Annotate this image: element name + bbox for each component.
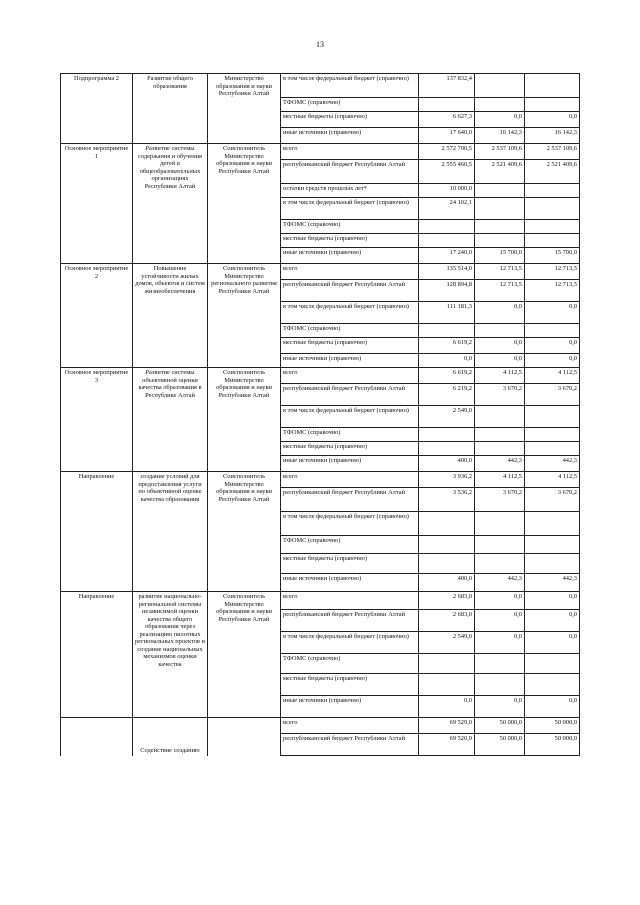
value-cell: 12 713,5 bbox=[475, 264, 525, 280]
value-cell: 0,0 bbox=[419, 354, 475, 368]
source-label: в том числе федеральный бюджет (справочно) bbox=[281, 512, 419, 536]
value-cell bbox=[475, 234, 525, 248]
value-cell: 0,0 bbox=[525, 338, 580, 354]
value-cell bbox=[419, 442, 475, 456]
value-cell: 400,0 bbox=[419, 574, 475, 592]
source-label: остатки средств прошлых лет* bbox=[281, 184, 419, 198]
source-label: республиканский бюджет Республики Алтай bbox=[281, 384, 419, 406]
value-cell: 128 894,8 bbox=[419, 280, 475, 302]
value-cell: 50 000,0 bbox=[475, 718, 525, 734]
value-cell: 6 619,2 bbox=[419, 368, 475, 384]
source-label: всего bbox=[281, 718, 419, 734]
executor-cell bbox=[208, 718, 281, 756]
source-label: республиканский бюджет Республики Алтай bbox=[281, 280, 419, 302]
value-cell bbox=[525, 442, 580, 456]
value-cell: 0,0 bbox=[525, 112, 580, 128]
value-cell bbox=[419, 234, 475, 248]
activity-name-cell: развитие национально-региональной системы независимой оценки качества общего образования через реализацию пилотных региональных проектов и создание национальных механизмов оценки качества bbox=[133, 592, 208, 718]
source-label: местные бюджеты (справочно) bbox=[281, 112, 419, 128]
value-cell: 16 142,3 bbox=[475, 128, 525, 144]
table-row bbox=[61, 264, 580, 280]
activity-name-cell: Развитие системы содержания и обучения детей в общеобразовательных организациях Республики Алтай bbox=[133, 144, 208, 264]
value-cell: 24 102,1 bbox=[419, 198, 475, 220]
value-cell: 2 537 109,6 bbox=[475, 144, 525, 160]
value-cell: 69 529,0 bbox=[419, 718, 475, 734]
value-cell bbox=[475, 74, 525, 98]
table-row bbox=[61, 718, 580, 734]
program-cell: Подпрограмма 2 bbox=[61, 74, 133, 144]
value-cell: 0,0 bbox=[475, 610, 525, 632]
value-cell: 15 700,0 bbox=[525, 248, 580, 264]
value-cell: 6 619,2 bbox=[419, 338, 475, 354]
value-cell bbox=[525, 220, 580, 234]
value-cell: 2 521 409,6 bbox=[525, 160, 580, 184]
value-cell: 0,0 bbox=[475, 302, 525, 324]
value-cell: 442,3 bbox=[475, 456, 525, 472]
value-cell: 12 713,5 bbox=[475, 280, 525, 302]
value-cell: 0,0 bbox=[419, 696, 475, 718]
value-cell bbox=[525, 554, 580, 574]
value-cell: 137 832,4 bbox=[419, 74, 475, 98]
value-cell: 0,0 bbox=[475, 632, 525, 654]
source-label: иные источники (справочно) bbox=[281, 354, 419, 368]
program-cell: Направление bbox=[61, 472, 133, 592]
source-label: иные источники (справочно) bbox=[281, 456, 419, 472]
executor-cell: Соисполнитель Министерство образования и науки Республики Алтай bbox=[208, 144, 281, 264]
value-cell bbox=[525, 324, 580, 338]
value-cell: 16 142,3 bbox=[525, 128, 580, 144]
executor-cell: Министерство образования и науки Республики Алтай bbox=[208, 74, 281, 144]
value-cell bbox=[475, 98, 525, 112]
source-label: иные источники (справочно) bbox=[281, 696, 419, 718]
source-label: всего bbox=[281, 368, 419, 384]
value-cell: 0,0 bbox=[525, 632, 580, 654]
value-cell: 3 536,2 bbox=[419, 488, 475, 512]
source-label: ТФОМС (справочно) bbox=[281, 324, 419, 338]
source-label: иные источники (справочно) bbox=[281, 248, 419, 264]
source-label: в том числе федеральный бюджет (справочно) bbox=[281, 406, 419, 428]
value-cell bbox=[525, 234, 580, 248]
value-cell: 135 514,0 bbox=[419, 264, 475, 280]
value-cell bbox=[475, 442, 525, 456]
value-cell: 10 000,0 bbox=[419, 184, 475, 198]
value-cell bbox=[419, 324, 475, 338]
activity-name-cell: Развитие системы объективной оценки качества образования в Республике Алтай bbox=[133, 368, 208, 472]
value-cell: 4 112,5 bbox=[475, 472, 525, 488]
value-cell bbox=[475, 554, 525, 574]
source-label: всего bbox=[281, 144, 419, 160]
value-cell: 3 670,2 bbox=[475, 488, 525, 512]
program-cell: Основное мероприятие 1 bbox=[61, 144, 133, 264]
value-cell: 3 670,2 bbox=[525, 384, 580, 406]
source-label: в том числе федеральный бюджет (справочно) bbox=[281, 198, 419, 220]
program-cell: Основное мероприятие 2 bbox=[61, 264, 133, 368]
page-number: 13 bbox=[316, 40, 324, 49]
value-cell: 6 627,3 bbox=[419, 112, 475, 128]
table-row bbox=[61, 74, 580, 98]
value-cell bbox=[475, 654, 525, 674]
value-cell bbox=[419, 554, 475, 574]
source-label: местные бюджеты (справочно) bbox=[281, 554, 419, 574]
source-label: республиканский бюджет Республики Алтай bbox=[281, 610, 419, 632]
program-cell: Направление bbox=[61, 592, 133, 718]
value-cell bbox=[419, 536, 475, 554]
source-label: республиканский бюджет Республики Алтай bbox=[281, 160, 419, 184]
source-label: всего bbox=[281, 264, 419, 280]
value-cell bbox=[475, 674, 525, 696]
value-cell bbox=[419, 674, 475, 696]
value-cell: 2 549,0 bbox=[419, 406, 475, 428]
executor-cell: Соисполнитель Министерство образования и науки Республики Алтай bbox=[208, 592, 281, 718]
source-label: в том числе федеральный бюджет (справочно) bbox=[281, 302, 419, 324]
activity-name-cell: Содействие созданию bbox=[133, 718, 208, 756]
value-cell: 0,0 bbox=[475, 354, 525, 368]
value-cell bbox=[475, 406, 525, 428]
table-row bbox=[61, 472, 580, 488]
executor-cell: Соисполнитель Министерство регионального развития Республики Алтай bbox=[208, 264, 281, 368]
source-label: ТФОМС (справочно) bbox=[281, 536, 419, 554]
value-cell: 17 240,0 bbox=[419, 248, 475, 264]
value-cell bbox=[525, 428, 580, 442]
value-cell: 4 112,5 bbox=[525, 472, 580, 488]
value-cell: 4 112,5 bbox=[525, 368, 580, 384]
value-cell: 0,0 bbox=[525, 610, 580, 632]
value-cell: 2 683,0 bbox=[419, 610, 475, 632]
value-cell: 442,3 bbox=[525, 456, 580, 472]
value-cell: 3 670,2 bbox=[475, 384, 525, 406]
value-cell: 0,0 bbox=[475, 696, 525, 718]
value-cell bbox=[475, 428, 525, 442]
table-row bbox=[61, 592, 580, 610]
value-cell bbox=[419, 220, 475, 234]
value-cell: 6 219,2 bbox=[419, 384, 475, 406]
source-label: в том числе федеральный бюджет (справочно) bbox=[281, 632, 419, 654]
value-cell bbox=[525, 654, 580, 674]
value-cell: 3 936,2 bbox=[419, 472, 475, 488]
activity-name-cell: создание условий для предоставления услуги по объективной оценке качества образования bbox=[133, 472, 208, 592]
value-cell: 12 713,5 bbox=[525, 280, 580, 302]
activity-name-cell: Развитие общего образования bbox=[133, 74, 208, 144]
activity-name-cell: Повышение устойчивости жилых домов, объектов и систем жизнеобеспечения bbox=[133, 264, 208, 368]
value-cell bbox=[475, 184, 525, 198]
value-cell bbox=[475, 512, 525, 536]
source-label: местные бюджеты (справочно) bbox=[281, 338, 419, 354]
source-label: всего bbox=[281, 472, 419, 488]
table-row bbox=[61, 368, 580, 384]
value-cell: 2 555 460,5 bbox=[419, 160, 475, 184]
value-cell: 0,0 bbox=[525, 354, 580, 368]
value-cell bbox=[419, 98, 475, 112]
value-cell bbox=[525, 184, 580, 198]
source-label: ТФОМС (справочно) bbox=[281, 98, 419, 112]
value-cell: 50 000,0 bbox=[525, 718, 580, 734]
source-label: иные источники (справочно) bbox=[281, 574, 419, 592]
value-cell: 0,0 bbox=[475, 592, 525, 610]
source-label: республиканский бюджет Республики Алтай bbox=[281, 488, 419, 512]
source-label: ТФОМС (справочно) bbox=[281, 220, 419, 234]
value-cell bbox=[525, 536, 580, 554]
value-cell: 0,0 bbox=[525, 696, 580, 718]
value-cell: 69 520,9 bbox=[419, 734, 475, 756]
source-label: ТФОМС (справочно) bbox=[281, 428, 419, 442]
value-cell: 2 521 409,6 bbox=[475, 160, 525, 184]
source-label: местные бюджеты (справочно) bbox=[281, 442, 419, 456]
value-cell: 2 537 109,6 bbox=[525, 144, 580, 160]
value-cell: 12 713,5 bbox=[525, 264, 580, 280]
value-cell bbox=[525, 198, 580, 220]
table-row bbox=[61, 144, 580, 160]
value-cell: 15 700,0 bbox=[475, 248, 525, 264]
value-cell: 3 670,2 bbox=[525, 488, 580, 512]
value-cell bbox=[525, 674, 580, 696]
source-label: республиканский бюджет Республики Алтай bbox=[281, 734, 419, 756]
value-cell bbox=[475, 198, 525, 220]
value-cell: 50 000,0 bbox=[475, 734, 525, 756]
value-cell: 0,0 bbox=[525, 592, 580, 610]
source-label: ТФОМС (справочно) bbox=[281, 654, 419, 674]
value-cell bbox=[475, 220, 525, 234]
value-cell bbox=[525, 74, 580, 98]
value-cell: 442,3 bbox=[525, 574, 580, 592]
value-cell: 2 572 700,5 bbox=[419, 144, 475, 160]
source-label: местные бюджеты (справочно) bbox=[281, 234, 419, 248]
executor-cell: Соисполнитель Министерство образования и науки Республики Алтай bbox=[208, 368, 281, 472]
value-cell: 50 000,0 bbox=[525, 734, 580, 756]
value-cell: 442,3 bbox=[475, 574, 525, 592]
value-cell: 2 683,0 bbox=[419, 592, 475, 610]
source-label: всего bbox=[281, 592, 419, 610]
value-cell: 2 549,0 bbox=[419, 632, 475, 654]
value-cell: 4 112,5 bbox=[475, 368, 525, 384]
value-cell: 0,0 bbox=[525, 302, 580, 324]
value-cell bbox=[525, 406, 580, 428]
value-cell bbox=[525, 98, 580, 112]
value-cell: 0,0 bbox=[475, 112, 525, 128]
value-cell bbox=[525, 512, 580, 536]
source-label: иные источники (справочно) bbox=[281, 128, 419, 144]
budget-table bbox=[60, 73, 580, 756]
source-label: местные бюджеты (справочно) bbox=[281, 674, 419, 696]
executor-cell: Соисполнитель Министерство образования и науки Республики Алтай bbox=[208, 472, 281, 592]
value-cell bbox=[475, 324, 525, 338]
value-cell bbox=[419, 428, 475, 442]
value-cell: 400,0 bbox=[419, 456, 475, 472]
program-cell bbox=[61, 718, 133, 756]
source-label: в том числе федеральный бюджет (справочно) bbox=[281, 74, 419, 98]
value-cell bbox=[419, 512, 475, 536]
value-cell: 0,0 bbox=[475, 338, 525, 354]
program-cell: Основное мероприятие 3 bbox=[61, 368, 133, 472]
value-cell bbox=[419, 654, 475, 674]
value-cell bbox=[475, 536, 525, 554]
value-cell: 17 640,0 bbox=[419, 128, 475, 144]
value-cell: 111 181,3 bbox=[419, 302, 475, 324]
